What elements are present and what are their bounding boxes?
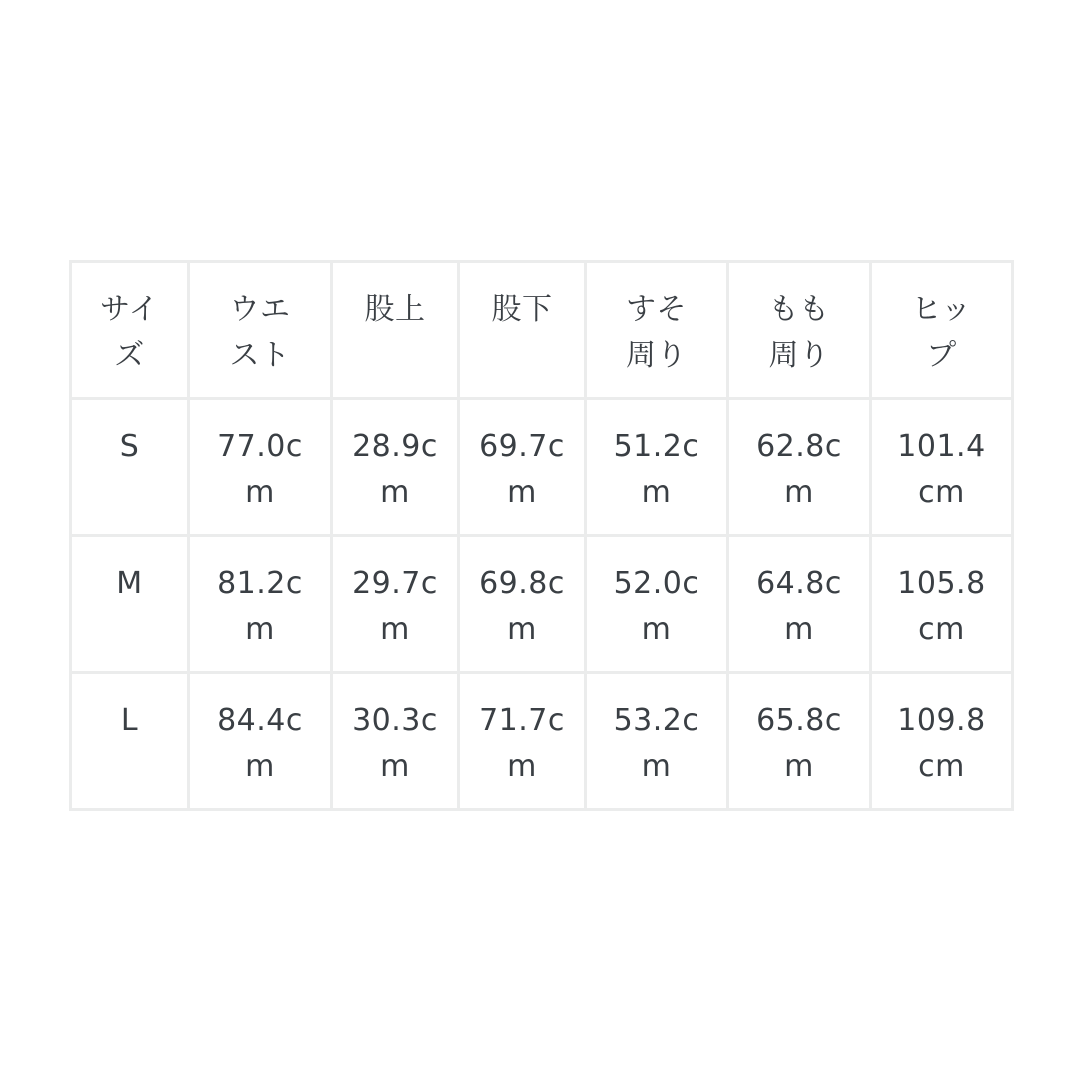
header-cell-hem-width: すそ 周り	[586, 262, 728, 399]
header-cell-rise: 股上	[332, 262, 459, 399]
table-row	[71, 399, 1013, 536]
hip-cell: 105.8 cm	[871, 536, 1013, 673]
table-row	[71, 673, 1013, 810]
header-cell-hip: ヒッ プ	[871, 262, 1013, 399]
inseam-cell: 69.7c m	[459, 399, 586, 536]
size-label-cell: M	[71, 536, 189, 673]
rise-cell: 29.7c m	[332, 536, 459, 673]
thigh-width-cell: 65.8c m	[728, 673, 871, 810]
hem-width-cell: 53.2c m	[586, 673, 728, 810]
rise-cell: 30.3c m	[332, 673, 459, 810]
waist-cell: 84.4c m	[189, 673, 332, 810]
waist-cell: 77.0c m	[189, 399, 332, 536]
header-cell-waist: ウエ スト	[189, 262, 332, 399]
size-label-cell: L	[71, 673, 189, 810]
thigh-width-cell: 62.8c m	[728, 399, 871, 536]
waist-cell: 81.2c m	[189, 536, 332, 673]
size-label-cell: S	[71, 399, 189, 536]
hem-width-cell: 52.0c m	[586, 536, 728, 673]
hip-cell: 109.8 cm	[871, 673, 1013, 810]
header-cell-size: サイ ズ	[71, 262, 189, 399]
header-cell-thigh-width: もも 周り	[728, 262, 871, 399]
size-chart-table	[69, 260, 1014, 811]
table-row	[71, 536, 1013, 673]
header-cell-inseam: 股下	[459, 262, 586, 399]
inseam-cell: 71.7c m	[459, 673, 586, 810]
hem-width-cell: 51.2c m	[586, 399, 728, 536]
header-row	[71, 262, 1013, 399]
thigh-width-cell: 64.8c m	[728, 536, 871, 673]
inseam-cell: 69.8c m	[459, 536, 586, 673]
hip-cell: 101.4 cm	[871, 399, 1013, 536]
rise-cell: 28.9c m	[332, 399, 459, 536]
